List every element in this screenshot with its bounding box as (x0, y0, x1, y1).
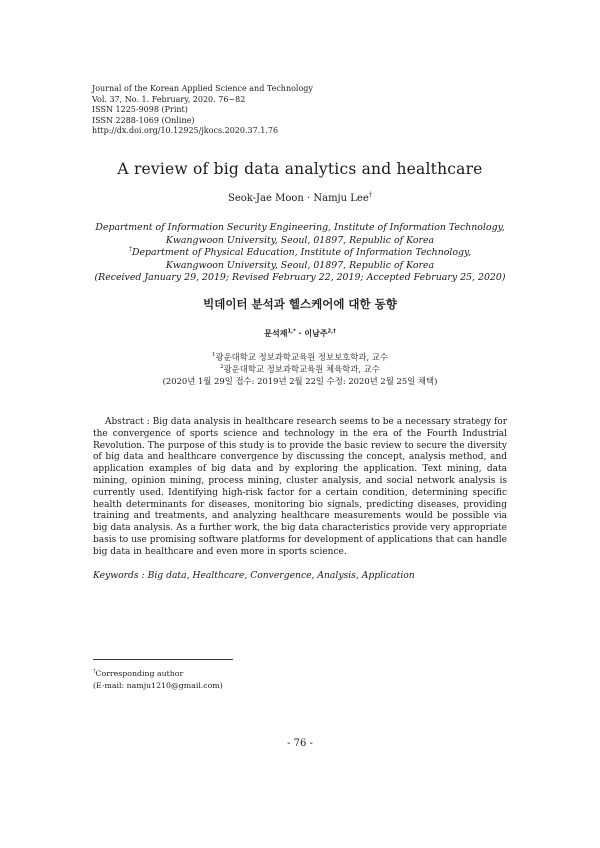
affiliation-2: †Department of Physical Education, Institute of Information Technology, (128, 245, 472, 258)
footnote (93, 668, 223, 692)
keywords-label: Keywords : (93, 570, 148, 581)
affiliation-1-address: Kwangwoon University, Seoul, 01897, Republic of Korea (165, 234, 435, 246)
received-dates: (Received January 29, 2019; Revised February 22, 2019; Accepted February 25, 2020) (94, 272, 506, 283)
korean-affiliations (0, 352, 600, 387)
korean-title: 빅데이터 분석과 헬스케어에 대한 동향 (203, 297, 397, 311)
korean-affiliation-1: $^1$광운대학교 정보과학교육원 정보보호학과, 교수 (212, 352, 388, 362)
journal-header (92, 84, 313, 137)
footnote-email: (E-mail: namju1210@gmail.com) (93, 681, 223, 690)
abstract-label: Abstract : (105, 417, 153, 427)
affiliations (0, 222, 600, 285)
abstract (93, 417, 507, 559)
journal-issn-online: ISSN 2288-1069 (Online) (92, 115, 195, 125)
footnote-mark: † (93, 668, 96, 675)
affiliation-2-mark: † (128, 245, 132, 253)
abstract-text: Big data analysis in healthcare research seems to be a necessary strategy for the convergence of sports science and technology in the era of the Fourth Industrial Revolution. The purpose of this study is to provide the basic review to secure the diversity of big data and healthcare convergence by discussing the concept, analysis method, and application examples of big data and by exploring the application. Text mining, data mining, opinion mining, process mining, cluster analysis, and social network analysis is currently used. Identifying high-risk factor for a certain condition, determining specific health determinants for diseases, monitoring bio signals, predicting diseases, providing training and treatments, and analyzing healthcare measurements would be possible via big data analysis. As a further work, the big data characteristics provide very appropriate basis to use promising software platforms for development of applications that can handle big data in healthcare and even more in sports science. (93, 417, 507, 557)
korean-author-separator: · (295, 329, 305, 338)
korean-authors (0, 328, 600, 339)
korean-author-2: 이남주 (304, 329, 328, 338)
korean-author-2-sup: 2,† (327, 328, 336, 335)
korean-affiliation-2: $^2$광운대학교 정보과학교육원 체육학과, 교수 (220, 363, 380, 374)
author-names: Seok-Jae Moon · Namju Lee (227, 193, 369, 204)
corresponding-mark: † (368, 190, 373, 199)
affiliation-2-address: Kwangwoon University, Seoul, 01897, Republic of Korea (165, 259, 435, 271)
korean-dates: (2020년 1월 29일 접수: 2019년 2월 22일 수정: 2020년 2월 25일 채택) (162, 375, 438, 386)
keywords (93, 570, 415, 581)
paper-title: A review of big data analytics and healthcare (117, 160, 483, 178)
keywords-text: Big data, Healthcare, Convergence, Analysis, Application (147, 570, 415, 581)
korean-author-1: 문석재 (264, 329, 288, 338)
journal-volume: Vol. 37, No. 1. February, 2020. 76~82 (92, 94, 246, 104)
page-number: - 76 - (287, 738, 313, 749)
journal-name: Journal of the Korean Applied Science and Technology (92, 84, 313, 93)
author-line (0, 190, 600, 204)
journal-doi-link[interactable]: http://dx.doi.org/10.12925/jkocs.2020.37.1.76 (92, 126, 279, 135)
journal-issn-print: ISSN 1225-9098 (Print) (92, 105, 188, 114)
korean-author-1-sup: 1,* (287, 328, 296, 335)
footnote-divider (93, 659, 233, 660)
affiliation-1: Department of Information Security Engineering, Institute of Information Technology, (95, 222, 505, 233)
footnote-corresponding: †Corresponding author (93, 668, 184, 678)
